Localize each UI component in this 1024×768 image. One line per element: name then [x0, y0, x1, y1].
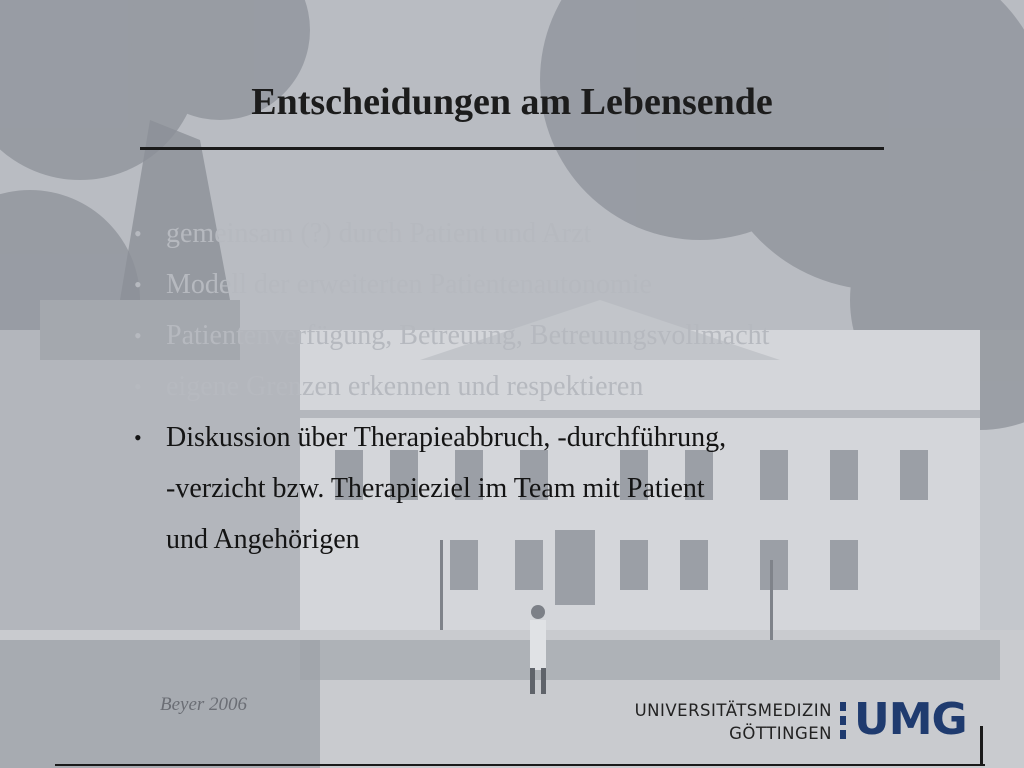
bullet-text: eigene Grenzen erkennen und respektieren: [166, 371, 644, 402]
footer-rule: [55, 764, 985, 766]
bullet-text: gemeinsam (?) durch Patient und Arzt: [166, 218, 592, 249]
logo-bar-segment: [840, 730, 846, 739]
source-citation: Beyer 2006: [160, 694, 248, 715]
bullet-dot: •: [134, 272, 142, 297]
bullet-item-active: [132, 412, 932, 565]
logo-line-1: UNIVERSITÄTSMEDIZIN: [634, 701, 832, 720]
bullet-dot: •: [134, 323, 142, 348]
bullet-dot: •: [134, 374, 142, 399]
bullet-item: [132, 208, 932, 259]
bullet-text: Patientenverfügung, Betreuung, Betreuungsvollmacht: [166, 320, 770, 351]
bullet-text: Modell der erweiterten Patientenautonomie: [166, 269, 652, 300]
bullet-dot: •: [134, 221, 142, 246]
bullet-text-continuation: -verzicht bzw. Therapieziel im Team mit Patient: [166, 473, 705, 504]
bullet-item: [132, 259, 932, 310]
title-underline: [140, 147, 884, 150]
bullet-dot: •: [134, 425, 142, 450]
slide-title: Entscheidungen am Lebensende: [251, 81, 773, 123]
bullet-item: [132, 361, 932, 412]
logo-line-2: GÖTTINGEN: [729, 724, 832, 743]
logo-bar-segment: [840, 716, 846, 725]
logo-bar-segment: [840, 702, 846, 711]
bullet-list: [132, 208, 932, 565]
footer-rule-tick: [980, 726, 983, 766]
bullet-item: [132, 310, 932, 361]
logo-mark: UMG: [854, 694, 967, 745]
bullet-text-continuation: und Angehörigen: [166, 524, 360, 555]
bullet-text: Diskussion über Therapieabbruch, -durchführung,: [166, 422, 727, 453]
umg-logo: [632, 694, 982, 750]
